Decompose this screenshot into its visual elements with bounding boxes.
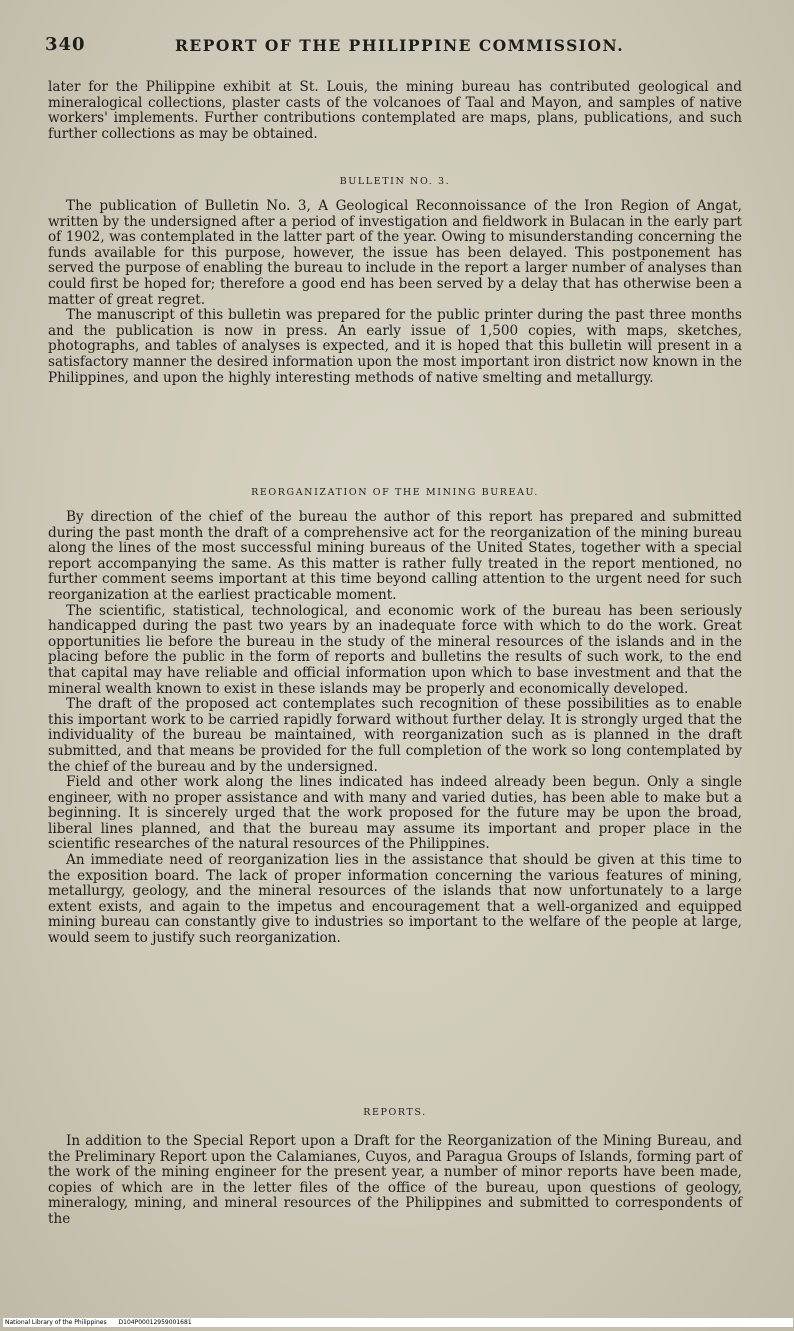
section-heading-reorganization: REORGANIZATION OF THE MINING BUREAU. xyxy=(251,487,539,498)
section-heading-reports: REPORTS. xyxy=(363,1107,427,1118)
page-number: 340 xyxy=(45,34,86,55)
footer-code: D104P00012959001681 xyxy=(118,1319,192,1326)
reports-text-block xyxy=(48,1134,742,1228)
running-head-title: REPORT OF THE PHILIPPINE COMMISSION. xyxy=(175,36,625,55)
footer-library: National Library of the Philippines xyxy=(5,1319,107,1326)
reports-paragraph-1: In addition to the Special Report upon a Draft for the Reorganization of the Mining Bureau, and the Preliminary Report upon the Calamianes, Cuyos, and Paragua Groups of Islands, forming part of the work of the mining engineer for the present year, a number of minor reports have been made, copies of which are in the letter files of the office of the bureau, upon questions of geology, mineralogy, mining, and mineral resources of the Philippines and submitted to correspondents of the xyxy=(48,1133,742,1227)
reorganization-paragraph-5: An immediate need of reorganization lies in the assistance that should be given at this time to the exposition board. The lack of proper information concerning the various features of mining, metallurgy, geology, and the mineral resources of the islands that now unfortunately to a large extent exists, and again to the impetus and encouragement that a well-organized and equipped mining bureau can constantly give to industries so important to the welfare of the people at large, would seem to justify such reorganization. xyxy=(48,852,742,947)
section-heading-bulletin: BULLETIN NO. 3. xyxy=(339,176,451,187)
bulletin-paragraph-2: The manuscript of this bulletin was prepared for the public printer during the past three months and the publication is now in press. An early issue of 1,500 copies, with maps, sketches, photographs, and tables of analyses is expected, and it is hoped that this bulletin will present in a satisfactory manner the desired information upon the most important iron district now known in the Philippines, and upon the highly interesting methods of native smelting and metallurgy. xyxy=(48,307,742,386)
bulletin-text-block xyxy=(48,199,742,386)
reorganization-paragraph-4: Field and other work along the lines indicated has indeed already been begun. Only a single engineer, with no proper assistance and with many and varied duties, has been able to make but a beginning. It is sincerely urged that the work proposed for the future may be upon the broad, liberal lines planned, and that the bureau may assume its important and proper place in the scientific researches of the natural resources of the Philippines. xyxy=(48,774,742,853)
reorganization-text-block xyxy=(48,510,742,947)
reorganization-paragraph-2: The scientific, statistical, technological, and economic work of the bureau has been seriously handicapped during the past two years by an inadequate force with which to do the work. Great opportunities lie before the bureau in the study of the mineral resources of the islands and in the placing before the public in the form of reports and bulletins the results of such work, to the end that capital may have reliable and official information upon which to base investment and that the mineral wealth known to exist in these islands may be properly and economically developed. xyxy=(48,602,742,697)
reorganization-paragraph-3: The draft of the proposed act contemplates such recognition of these possibilities as to enable this important work to be carried rapidly forward without further delay. It is strongly urged that the individuality of the bureau be maintained, with reorganization such as is planned in the draft submitted, and that means be provided for the full completion of the work so long contemplated by the chief of the bureau and by the undersigned. xyxy=(48,696,742,775)
bulletin-paragraph-1: The publication of Bulletin No. 3, A Geological Reconnoissance of the Iron Region of Angat, written by the undersigned after a period of investigation and fieldwork in Bulacan in the early part of 1902, was contemplated in the latter part of the year. Owing to misunderstanding concerning the funds available for this purpose, however, the issue has been delayed. This postponement has served the purpose of enabling the bureau to include in the report a larger number of analyses than could first be hoped for; therefore a good end has been served by a delay that has otherwise been a matter of great regret. xyxy=(48,198,742,308)
intro-paragraph: later for the Philippine exhibit at St. Louis, the mining bureau has contributed geological and mineralogical collections, plaster casts of the volcanoes of Taal and Mayon, and samples of native workers' implements. Further contributions contemplated are maps, plans, publications, and such further collections as may be obtained. xyxy=(48,79,742,142)
scan-footer xyxy=(3,1318,793,1327)
reorganization-paragraph-1: By direction of the chief of the bureau the author of this report has prepared and submitted during the past month the draft of a comprehensive act for the reorganization of the mining bureau along the lines of the most successful mining bureaus of the United States, together with a special report accompanying the same. As this matter is rather fully treated in the report mentioned, no further comment seems important at this time beyond calling attention to the urgent need for such reorganization at the earliest practicable moment. xyxy=(48,509,742,603)
intro-text-block xyxy=(48,80,742,142)
